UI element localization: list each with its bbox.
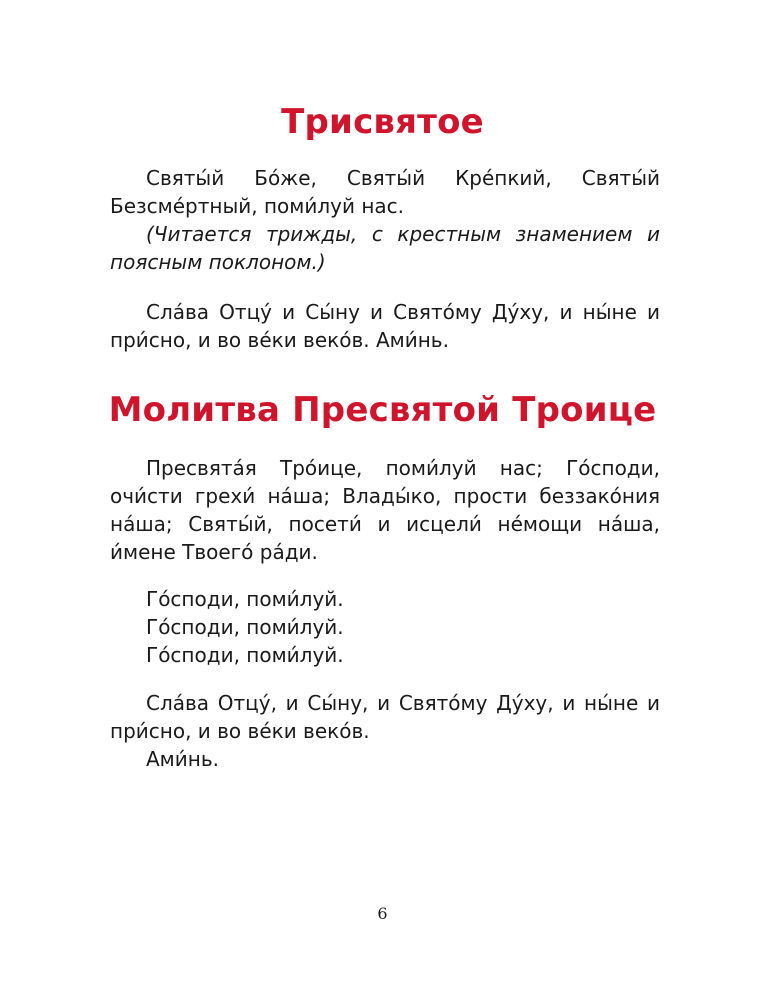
trisagion-block [110,164,660,276]
lord-have-mercy-line: Го́споди, поми́луй. [146,643,344,667]
glory-block-2 [110,689,660,773]
glory-block-1 [110,298,660,354]
trinity-prayer-text: Пресвята́я Тро́ице, поми́луй нас; Го́споди, очи́сти грехи́ на́ша; Влады́ко, прости беззако́ния на́ша; Святы́й, посети́ и исцели́ не́мощи на́ша, и́мене Твоего́ ра́ди. [110,456,660,564]
glory-prayer-text: Сла́ва Отцу́ и Сы́ну и Свято́му Ду́ху, и ны́не и при́сно, и во ве́ки веко́в. Ами́нь. [110,300,660,352]
page-number: 6 [377,904,388,923]
lord-have-mercy-line: Го́споди, поми́луй. [146,615,344,639]
lord-have-mercy-line: Го́споди, поми́луй. [146,587,344,611]
glory-prayer-text: Сла́ва Отцу́, и Сы́ну, и Свято́му Ду́ху, и ны́не и при́сно, и во ве́ки веко́в. [110,691,660,743]
amen-line: Ами́нь. [146,747,219,771]
rubric-note: (Читается трижды, с крестным знамением и поясным поклоном.) [110,222,660,274]
section-title-trisagion: Трисвятое [281,102,484,142]
lord-have-mercy-block [110,585,660,669]
trisagion-prayer-text: Святы́й Бо́же, Святы́й Кре́пкий, Святы́й Безсме́ртный, поми́луй нас. [110,166,660,218]
section-title-holy-trinity-prayer: Молитва Пресвятой Троице [108,390,657,430]
trinity-prayer-block [110,454,660,566]
